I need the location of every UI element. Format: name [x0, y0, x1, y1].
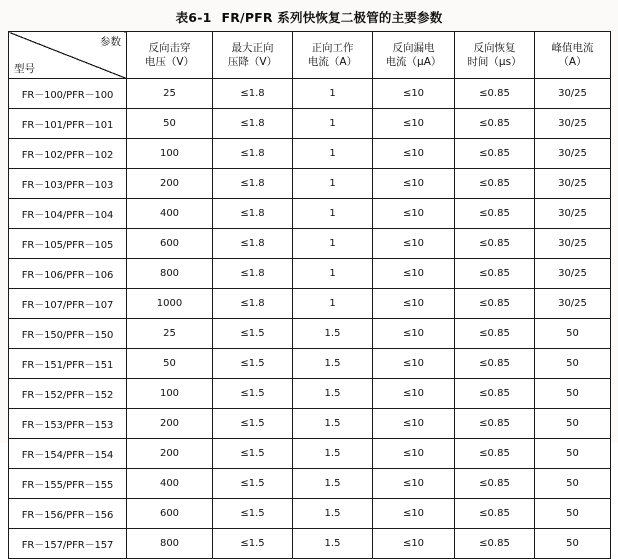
column-header-peak-current [535, 32, 611, 79]
cell-value: ≤10 [373, 259, 455, 289]
table-row [9, 499, 611, 529]
cell-value: 30/25 [535, 259, 611, 289]
cell-value: 1 [293, 259, 373, 289]
cell-value: 1 [293, 109, 373, 139]
table-row [9, 439, 611, 469]
caption-title: FR/PFR 系列快恢复二极管的主要参数 [221, 10, 443, 25]
cell-value: 1.5 [293, 409, 373, 439]
cell-value: 25 [127, 79, 213, 109]
cell-value: 1 [293, 229, 373, 259]
cell-value: ≤10 [373, 409, 455, 439]
cell-value: 100 [127, 379, 213, 409]
cell-model: FR－103/PFR－103 [9, 169, 127, 199]
cell-value: ≤1.5 [213, 349, 293, 379]
corner-param-label: 参数 [100, 36, 121, 48]
table-row [9, 349, 611, 379]
cell-value: 1 [293, 169, 373, 199]
cell-value: ≤1.8 [213, 79, 293, 109]
cell-value: 200 [127, 409, 213, 439]
header-line-1: 反向漏电 [392, 41, 435, 54]
cell-value: ≤1.8 [213, 139, 293, 169]
cell-value: ≤1.5 [213, 379, 293, 409]
cell-value: 50 [535, 469, 611, 499]
cell-value: 50 [535, 379, 611, 409]
cell-value: ≤0.85 [455, 79, 535, 109]
cell-value: ≤1.8 [213, 199, 293, 229]
header-line-2: 电流（μA） [385, 56, 442, 68]
column-header-forward-current [293, 32, 373, 79]
header-line-2: 电压（V） [144, 56, 195, 68]
table-caption [8, 8, 610, 26]
cell-model: FR－101/PFR－101 [9, 109, 127, 139]
cell-value: 30/25 [535, 229, 611, 259]
cell-value: ≤0.85 [455, 109, 535, 139]
cell-value: ≤10 [373, 379, 455, 409]
cell-model: FR－154/PFR－154 [9, 439, 127, 469]
cell-value: ≤1.5 [213, 319, 293, 349]
cell-value: 100 [127, 139, 213, 169]
header-line-2: 时间（μs） [467, 56, 522, 68]
cell-value: 400 [127, 199, 213, 229]
cell-model: FR－106/PFR－106 [9, 259, 127, 289]
cell-value: 25 [127, 319, 213, 349]
column-header-forward-drop [213, 32, 293, 79]
cell-value: 30/25 [535, 139, 611, 169]
table-row [9, 139, 611, 169]
cell-model: FR－155/PFR－155 [9, 469, 127, 499]
cell-value: 1.5 [293, 439, 373, 469]
cell-value: 1 [293, 289, 373, 319]
cell-value: ≤10 [373, 499, 455, 529]
header-line-1: 最大正向 [231, 41, 274, 54]
cell-value: ≤10 [373, 349, 455, 379]
cell-value: ≤0.85 [455, 529, 535, 559]
cell-value: ≤1.8 [213, 229, 293, 259]
cell-value: 1.5 [293, 499, 373, 529]
table-row [9, 409, 611, 439]
table-row [9, 469, 611, 499]
cell-value: 600 [127, 499, 213, 529]
header-line-1: 反向击穿 [148, 41, 191, 54]
parameters-table [8, 31, 611, 559]
header-line-1: 正向工作 [311, 41, 354, 54]
cell-value: 50 [535, 349, 611, 379]
cell-value: ≤0.85 [455, 229, 535, 259]
header-row [9, 32, 611, 79]
table-row [9, 199, 611, 229]
cell-value: ≤1.5 [213, 499, 293, 529]
cell-model: FR－152/PFR－152 [9, 379, 127, 409]
table-row [9, 289, 611, 319]
cell-value: 30/25 [535, 169, 611, 199]
corner-cell [9, 32, 127, 79]
cell-value: ≤0.85 [455, 139, 535, 169]
cell-value: ≤10 [373, 229, 455, 259]
cell-value: ≤1.5 [213, 439, 293, 469]
column-header-leakage-current [373, 32, 455, 79]
cell-value: ≤10 [373, 469, 455, 499]
cell-model: FR－104/PFR－104 [9, 199, 127, 229]
cell-value: 50 [127, 349, 213, 379]
cell-value: 1 [293, 139, 373, 169]
cell-value: ≤0.85 [455, 259, 535, 289]
corner-model-label: 型号 [14, 63, 35, 75]
cell-value: ≤10 [373, 289, 455, 319]
cell-value: ≤0.85 [455, 319, 535, 349]
cell-value: 800 [127, 529, 213, 559]
cell-value: ≤10 [373, 169, 455, 199]
cell-value: ≤10 [373, 319, 455, 349]
header-line-2: （A） [558, 56, 587, 68]
cell-value: 50 [535, 439, 611, 469]
cell-value: ≤0.85 [455, 379, 535, 409]
cell-value: ≤10 [373, 109, 455, 139]
cell-value: 400 [127, 469, 213, 499]
column-header-recovery-time [455, 32, 535, 79]
cell-value: 1.5 [293, 469, 373, 499]
cell-value: ≤0.85 [455, 439, 535, 469]
caption-number: 表6-1 [175, 10, 212, 25]
cell-value: 50 [535, 409, 611, 439]
cell-model: FR－151/PFR－151 [9, 349, 127, 379]
cell-value: 50 [535, 529, 611, 559]
cell-value: ≤1.8 [213, 289, 293, 319]
header-line-1: 反向恢复 [473, 41, 516, 54]
cell-value: 600 [127, 229, 213, 259]
table-row [9, 529, 611, 559]
cell-model: FR－102/PFR－102 [9, 139, 127, 169]
cell-value: ≤0.85 [455, 199, 535, 229]
table-row [9, 379, 611, 409]
cell-value: ≤1.8 [213, 109, 293, 139]
header-line-2: 电流（A） [307, 56, 358, 68]
cell-value: ≤0.85 [455, 289, 535, 319]
table-row [9, 169, 611, 199]
cell-value: 1.5 [293, 529, 373, 559]
cell-value: ≤10 [373, 439, 455, 469]
header-line-2: 压降（V） [227, 56, 278, 68]
table-body [9, 79, 611, 559]
cell-value: ≤0.85 [455, 499, 535, 529]
table-row [9, 229, 611, 259]
cell-value: 30/25 [535, 199, 611, 229]
cell-value: ≤0.85 [455, 169, 535, 199]
cell-model: FR－156/PFR－156 [9, 499, 127, 529]
cell-value: ≤1.5 [213, 409, 293, 439]
cell-value: ≤10 [373, 79, 455, 109]
cell-model: FR－150/PFR－150 [9, 319, 127, 349]
cell-model: FR－153/PFR－153 [9, 409, 127, 439]
cell-value: ≤10 [373, 199, 455, 229]
cell-model: FR－105/PFR－105 [9, 229, 127, 259]
cell-value: ≤1.5 [213, 469, 293, 499]
cell-value: ≤10 [373, 529, 455, 559]
cell-value: 1.5 [293, 349, 373, 379]
table-row [9, 319, 611, 349]
cell-value: 30/25 [535, 79, 611, 109]
cell-value: 1 [293, 199, 373, 229]
header-line-1: 峰值电流 [551, 41, 594, 54]
cell-value: ≤0.85 [455, 409, 535, 439]
cell-value: 50 [535, 319, 611, 349]
cell-value: ≤0.85 [455, 469, 535, 499]
cell-value: 50 [127, 109, 213, 139]
cell-model: FR－107/PFR－107 [9, 289, 127, 319]
cell-model: FR－100/PFR－100 [9, 79, 127, 109]
column-header-breakdown-voltage [127, 32, 213, 79]
cell-value: 30/25 [535, 109, 611, 139]
cell-value: 30/25 [535, 289, 611, 319]
cell-value: ≤0.85 [455, 349, 535, 379]
cell-value: ≤1.8 [213, 259, 293, 289]
cell-value: 200 [127, 169, 213, 199]
cell-value: ≤1.8 [213, 169, 293, 199]
table-row [9, 259, 611, 289]
cell-value: 1.5 [293, 319, 373, 349]
cell-value: 50 [535, 499, 611, 529]
cell-model: FR－157/PFR－157 [9, 529, 127, 559]
table-row [9, 79, 611, 109]
cell-value: ≤1.5 [213, 529, 293, 559]
cell-value: 1 [293, 79, 373, 109]
table-header [9, 32, 611, 79]
cell-value: 800 [127, 259, 213, 289]
cell-value: 200 [127, 439, 213, 469]
cell-value: 1.5 [293, 379, 373, 409]
cell-value: ≤10 [373, 139, 455, 169]
table-row [9, 109, 611, 139]
cell-value: 1000 [127, 289, 213, 319]
